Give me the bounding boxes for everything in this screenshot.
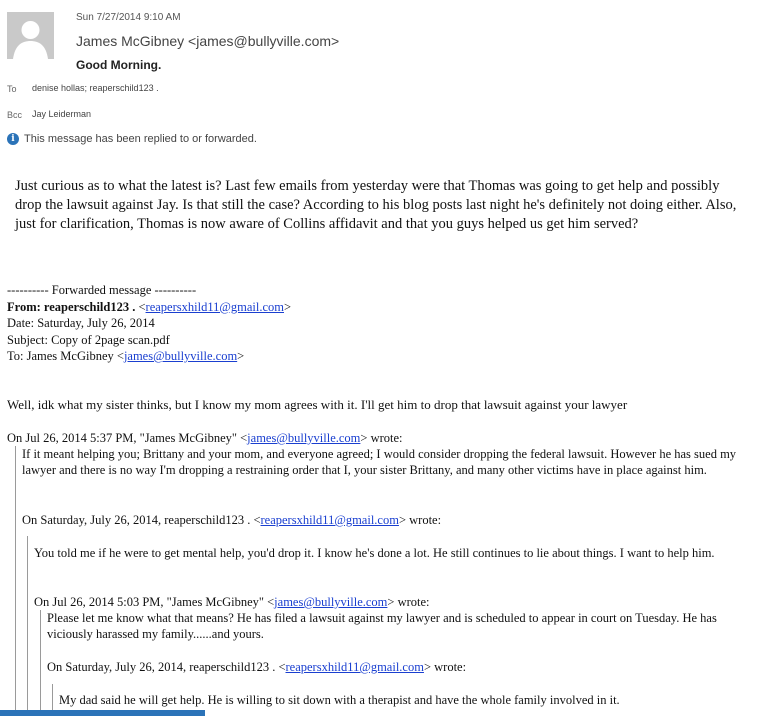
quote-3-text: Please let me know what that means? He has filed a lawsuit against my lawyer and is scheduled to appear in court on Tuesday. He has viciously harassed my family......and yours. bbox=[47, 611, 717, 641]
from-email-link[interactable]: reapersxhild11@gmail.com bbox=[145, 299, 284, 314]
message-date: Sun 7/27/2014 9:10 AM bbox=[76, 12, 181, 23]
body-paragraph: Just curious as to what the latest is? Last few emails from yesterday were that Thomas was going to get help and possibly drop the lawsuit against Jay. Is that still the case? According to his blog posts last night he's definitely not doing either. Also, just for clarification, Thomas is now aware of Collins affidavit and that you guys helped us get him served? bbox=[15, 178, 737, 232]
forwarded-date: Date: Saturday, July 26, 2014 bbox=[7, 316, 155, 330]
quote-2-header bbox=[22, 512, 722, 528]
to-label: To bbox=[7, 84, 17, 94]
quote-3-email-link[interactable]: james@bullyville.com bbox=[274, 595, 388, 609]
quote-4-wrote: > wrote: bbox=[423, 660, 467, 674]
forwarded-subject: Subject: Copy of 2page scan.pdf bbox=[7, 332, 170, 347]
from-label: From: bbox=[7, 299, 41, 314]
bottom-progress-strip bbox=[0, 710, 205, 716]
message-subject: Good Morning. bbox=[76, 58, 162, 72]
quote-1-bar bbox=[15, 446, 16, 716]
quote-3-header bbox=[34, 594, 734, 610]
quote-4-intro: On Saturday, July 26, 2014, reaperschild123 . < bbox=[47, 660, 286, 674]
quote-3-wrote: > wrote: bbox=[387, 595, 430, 609]
forwarded-to bbox=[7, 348, 607, 365]
quote-1-intro: On Jul 26, 2014 5:37 PM, "James McGibney" < bbox=[7, 431, 248, 445]
quote-1-header bbox=[7, 430, 747, 446]
message-header bbox=[0, 0, 757, 160]
quote-2-wrote: > wrote: bbox=[398, 513, 442, 527]
from-bracket-open: < bbox=[138, 299, 146, 314]
quote-4-header bbox=[47, 659, 737, 675]
quote-2-email-link[interactable]: reapersxhild11@gmail.com bbox=[260, 513, 399, 527]
reply-text: Well, idk what my sister thinks, but I know my mom agrees with it. I'll get him to drop that lawsuit against your lawyer bbox=[7, 397, 628, 412]
to-bracket-close: > bbox=[237, 349, 245, 363]
quote-2-intro: On Saturday, July 26, 2014, reaperschild123 . < bbox=[22, 513, 261, 527]
bcc-recipients[interactable]: Jay Leiderman bbox=[32, 109, 92, 119]
avatar[interactable] bbox=[7, 12, 54, 59]
quote-4-text: My dad said he will get help. He is willing to sit down with a therapist and have the whole family involved in it. bbox=[59, 693, 620, 707]
info-icon: i bbox=[7, 133, 19, 145]
to-recipients[interactable]: denise hollas; reaperschild123 . bbox=[32, 83, 159, 93]
forwarded-title: ---------- Forwarded message ---------- bbox=[7, 283, 197, 297]
person-icon bbox=[7, 12, 54, 59]
to-bracket-open: < bbox=[116, 349, 124, 363]
quote-3-intro: On Jul 26, 2014 5:03 PM, "James McGibney" < bbox=[34, 595, 275, 609]
reply-notice[interactable] bbox=[7, 133, 257, 145]
to-name: To: James McGibney bbox=[7, 349, 114, 363]
to-email-link[interactable]: james@bullyville.com bbox=[123, 349, 238, 363]
sender-name[interactable]: James McGibney <james@bullyville.com> bbox=[76, 33, 340, 49]
quote-1-email-link[interactable]: james@bullyville.com bbox=[247, 431, 361, 445]
quote-2-text: You told me if he were to get mental help, you'd drop it. I know he's done a lot. He still continues to lie about things. I want to help him. bbox=[34, 546, 715, 560]
from-name: reaperschild123 . bbox=[43, 299, 136, 314]
from-bracket-close: > bbox=[284, 299, 292, 314]
forwarded-from bbox=[7, 299, 607, 316]
quote-1-wrote: > wrote: bbox=[360, 431, 403, 445]
quote-2-bar bbox=[27, 536, 28, 716]
quote-3-bar bbox=[40, 610, 41, 716]
quote-4-email-link[interactable]: reapersxhild11@gmail.com bbox=[285, 660, 424, 674]
reply-notice-text: This message has been replied to or forwarded. bbox=[24, 133, 257, 145]
bcc-label: Bcc bbox=[7, 110, 23, 120]
quote-1-text: If it meant helping you; Brittany and your mom, and everyone agreed; I would consider dropping the federal lawsuit. However he has sued my lawyer and there is no way I'm dropping a restraining order that I, your sister Brittany, and many other victims have in place against him. bbox=[22, 447, 737, 477]
forwarded-block bbox=[7, 282, 607, 365]
